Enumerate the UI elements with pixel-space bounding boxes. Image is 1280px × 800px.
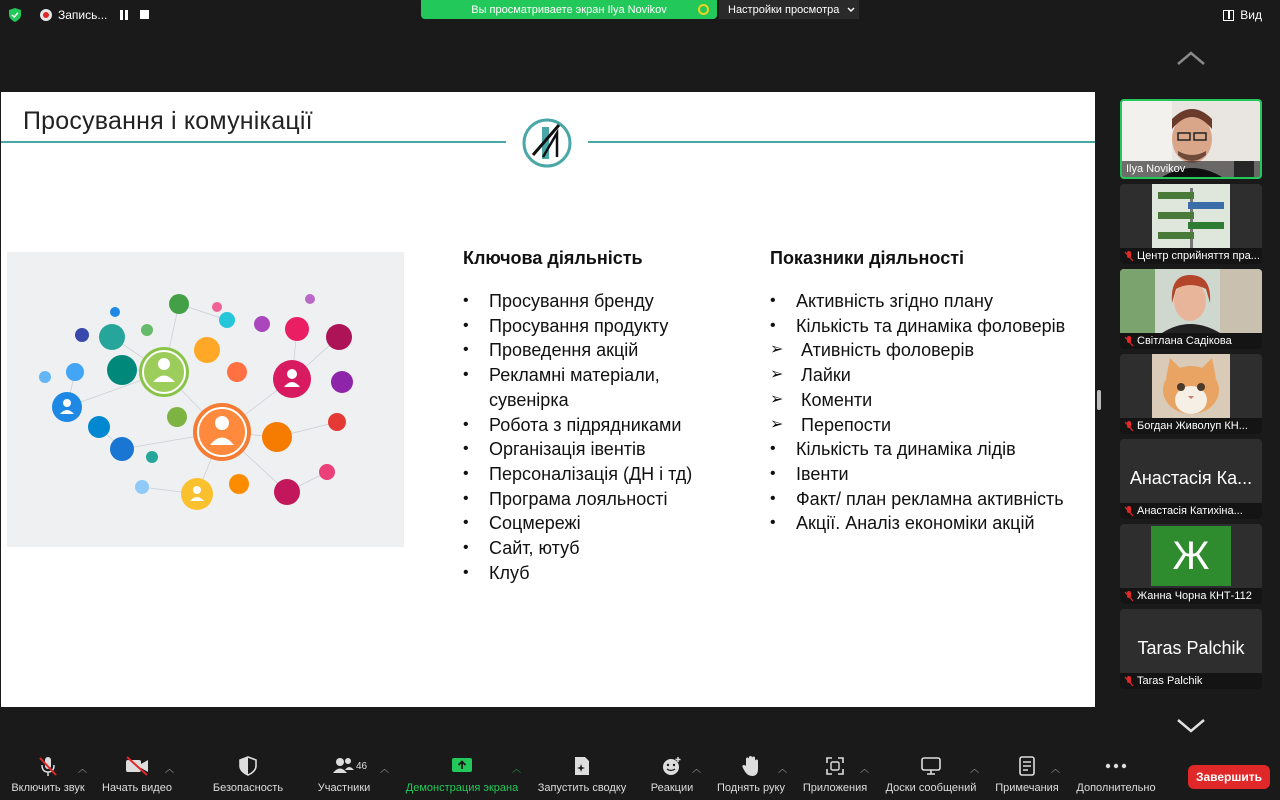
list-item: • Активність згідно плану — [770, 289, 1070, 314]
avatar: Ж — [1151, 526, 1231, 586]
participant-video — [1152, 184, 1230, 248]
list-item: • Сайт, ютуб — [463, 536, 743, 561]
participant-tile-taras[interactable] — [1120, 609, 1262, 689]
list-item: • Факт/ план рекламна активність — [770, 487, 1070, 512]
muted-mic-icon — [1124, 676, 1134, 687]
list-subitem: ➢ Ативність фоловерів — [770, 338, 1070, 363]
panel-resize-handle[interactable] — [1097, 390, 1101, 410]
start-video-button[interactable]: Начать видео — [98, 752, 176, 800]
participant-tile-anastasia[interactable] — [1120, 439, 1262, 519]
list-item: • Робота з підрядниками — [463, 413, 743, 438]
end-meeting-button[interactable]: Завершить — [1188, 765, 1270, 789]
participants-options-caret-icon[interactable]: ︿ — [380, 764, 390, 774]
list-subitem: ➢ Коменти — [770, 388, 1070, 413]
muted-mic-icon — [1124, 421, 1134, 432]
smiley-plus-icon — [661, 755, 683, 777]
security-shield-icon — [9, 8, 21, 22]
scroll-up-chevron-icon[interactable] — [1176, 50, 1206, 66]
view-settings-label: Настройки просмотра — [728, 3, 840, 16]
share-screen-button[interactable]: Демонстрация экрана — [400, 752, 524, 800]
slide-title: Просування і комунікації — [23, 107, 313, 135]
view-label: Вид — [1240, 8, 1262, 22]
chevron-down-icon — [847, 7, 855, 13]
audio-options-caret-icon[interactable]: ︿ — [78, 764, 88, 774]
participant-video — [1152, 354, 1230, 418]
stop-recording-icon[interactable] — [140, 10, 149, 19]
view-settings-button[interactable] — [719, 0, 859, 19]
muted-mic-icon — [37, 755, 59, 777]
participant-display-name: Taras Palchik — [1137, 638, 1245, 658]
participant-name: Богдан Живолуп КН... — [1120, 418, 1262, 434]
slide-divider — [588, 141, 1095, 143]
participant-tile-ilya-novikov[interactable] — [1120, 99, 1262, 179]
muted-mic-icon — [1124, 336, 1134, 347]
participant-name: Анастасія Катихіна... — [1120, 503, 1262, 519]
shield-icon — [239, 756, 257, 776]
apps-icon — [825, 756, 845, 776]
apps-options-caret-icon[interactable]: ︿ — [860, 764, 870, 774]
top-bar — [0, 0, 1280, 30]
list-item: • Просування продукту — [463, 314, 743, 339]
video-off-icon — [124, 755, 150, 777]
recording-label: Запись... — [58, 8, 108, 22]
shared-screen-slide — [1, 92, 1095, 707]
participants-icon — [332, 756, 356, 776]
raise-hand-button[interactable]: Поднять руку — [712, 752, 790, 800]
list-item: • Організація івентів — [463, 437, 743, 462]
list-subitem: ➢ Лайки — [770, 363, 1070, 388]
list-subitem: ➢ Перепости — [770, 413, 1070, 438]
ai-summary-icon — [573, 756, 591, 776]
record-icon — [40, 9, 52, 21]
meeting-toolbar — [0, 752, 1280, 800]
notes-icon — [1018, 756, 1036, 776]
participants-count: 46 — [356, 761, 368, 772]
list-item: • Персоналізація (ДН і тд) — [463, 462, 743, 487]
share-options-caret-icon[interactable]: ︿ — [512, 764, 522, 774]
participant-name: Світлана Садікова — [1120, 333, 1262, 349]
whiteboards-button[interactable]: Доски сообщений — [880, 752, 982, 800]
participant-name: Жанна Чорна КНТ-112 — [1120, 588, 1262, 604]
participants-button[interactable]: 46 Участники — [312, 752, 376, 800]
muted-mic-icon — [1124, 506, 1134, 517]
muted-mic-icon — [1124, 591, 1134, 602]
start-summary-button[interactable]: Запустить сводку — [534, 752, 630, 800]
list-item: • Програма лояльності — [463, 487, 743, 512]
more-dots-icon — [1105, 763, 1127, 769]
reactions-options-caret-icon[interactable]: ︿ — [692, 764, 702, 774]
performance-indicators-list — [770, 289, 1070, 536]
recording-indicator[interactable] — [34, 2, 113, 28]
key-activities-list — [463, 289, 743, 585]
list-item: • Акції. Аналіз економіки акцій — [770, 511, 1070, 536]
list-item: • Рекламні матеріали, сувенірка — [463, 363, 743, 412]
share-status-icon — [698, 4, 709, 15]
social-network-illustration — [7, 252, 404, 547]
notes-button[interactable]: Примечания — [990, 752, 1064, 800]
performance-indicators-heading: Показники діяльності — [770, 248, 965, 268]
participant-name: Taras Palchik — [1120, 673, 1262, 689]
slide-divider — [1, 141, 506, 143]
whiteboards-options-caret-icon[interactable]: ︿ — [970, 764, 980, 774]
participant-tile-center[interactable] — [1120, 184, 1262, 264]
list-item: • Кількість та динаміка фоловерів — [770, 314, 1070, 339]
key-activities-column — [463, 248, 743, 585]
list-item: • Соцмережі — [463, 511, 743, 536]
list-item: • Просування бренду — [463, 289, 743, 314]
list-item: • Івенти — [770, 462, 1070, 487]
scroll-down-chevron-icon[interactable] — [1176, 718, 1206, 734]
video-options-caret-icon[interactable]: ︿ — [165, 764, 175, 774]
performance-indicators-column — [770, 248, 1070, 536]
share-banner-text: Вы просматриваете экран Ilya Novikov — [471, 3, 667, 16]
participant-tile-svitlana[interactable] — [1120, 269, 1262, 349]
notes-options-caret-icon[interactable]: ︿ — [1051, 764, 1061, 774]
list-item: • Клуб — [463, 561, 743, 586]
list-item: • Проведення акцій — [463, 338, 743, 363]
company-logo-icon — [521, 117, 573, 169]
participant-tile-zhanna[interactable] — [1120, 524, 1262, 604]
participant-tile-bohdan[interactable] — [1120, 354, 1262, 434]
view-layout-icon — [1223, 10, 1234, 21]
participant-display-name: Анастасія Ка... — [1129, 468, 1253, 488]
muted-mic-icon — [1124, 251, 1134, 262]
share-screen-icon — [451, 757, 473, 775]
reactions-button[interactable]: Реакции — [646, 752, 698, 800]
more-button[interactable]: Дополнительно — [1072, 752, 1160, 800]
apps-button[interactable]: Приложения — [800, 752, 870, 800]
list-item: • Кількість та динаміка лідів — [770, 437, 1070, 462]
view-button[interactable] — [1223, 8, 1262, 22]
raise-hand-options-caret-icon[interactable]: ︿ — [778, 764, 788, 774]
key-activities-heading: Ключова діяльність — [463, 248, 643, 268]
unmute-button[interactable]: Включить звук — [8, 752, 88, 800]
participant-name: Центр сприйняття пра... — [1120, 248, 1262, 264]
participant-video — [1120, 269, 1262, 333]
participant-name: Ilya Novikov — [1122, 161, 1260, 177]
security-button[interactable]: Безопасность — [208, 752, 288, 800]
pause-recording-icon[interactable] — [120, 10, 130, 20]
screen-share-banner — [421, 0, 717, 19]
hand-icon — [741, 755, 761, 777]
whiteboard-icon — [920, 756, 942, 776]
